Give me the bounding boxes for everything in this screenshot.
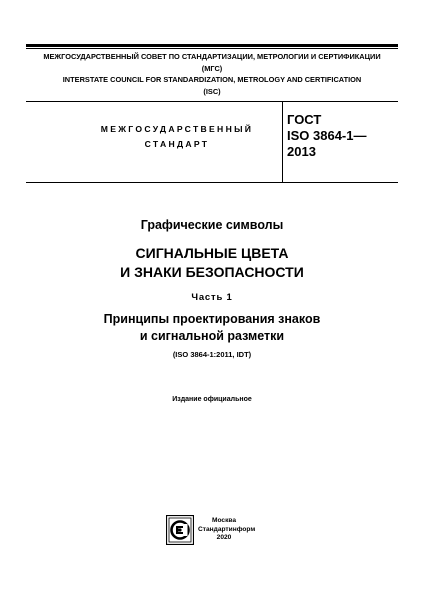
standard-type-line2: СТАНДАРТ [144,139,210,149]
subtitle-line2: и сигнальной разметки [139,329,285,343]
gost-number: ISO 3864-1— [287,128,367,143]
council-rule [26,101,398,102]
council-header [26,51,398,97]
vertical-divider [282,102,283,182]
gost-label: ГОСТ [287,112,322,127]
iso-identity: (ISO 3864-1:2011, IDT) [172,350,252,359]
gost-designation [287,112,367,160]
council-en-name: INTERSTATE COUNCIL FOR STANDARDIZATION, METROLOGY AND CERTIFICATION [62,75,362,84]
title-group: Графические символы [140,218,284,232]
publisher-block [198,517,256,543]
header-rule [26,182,398,183]
standartinform-logo-icon [166,515,194,545]
main-title [0,244,424,282]
part-label: Часть 1 [191,292,233,303]
top-rule-thin [26,48,398,49]
publisher-city: Москва [211,517,237,524]
main-title-line1: СИГНАЛЬНЫЕ ЦВЕТА [135,245,289,261]
standard-type-line1: МЕЖГОСУДАРСТВЕННЫЙ [100,124,254,134]
edition-label: Издание официальное [172,396,252,403]
publisher-name: Стандартинформ [198,525,256,533]
gost-year: 2013 [287,144,316,159]
council-ru-abbr: (МГС) [201,63,223,73]
main-title-line2: И ЗНАКИ БЕЗОПАСНОСТИ [120,264,304,280]
subtitle [0,311,424,345]
top-rule-thick [26,44,398,47]
subtitle-line1: Принципы проектирования знаков [103,312,321,326]
publisher-year: 2020 [216,534,232,542]
council-en-abbr: (ISC) [203,86,221,96]
council-ru-name: МЕЖГОСУДАРСТВЕННЫЙ СОВЕТ ПО СТАНДАРТИЗАЦИИ, МЕТРОЛОГИИ И СЕРТИФИКАЦИИ [43,52,381,61]
standard-type [72,122,282,152]
